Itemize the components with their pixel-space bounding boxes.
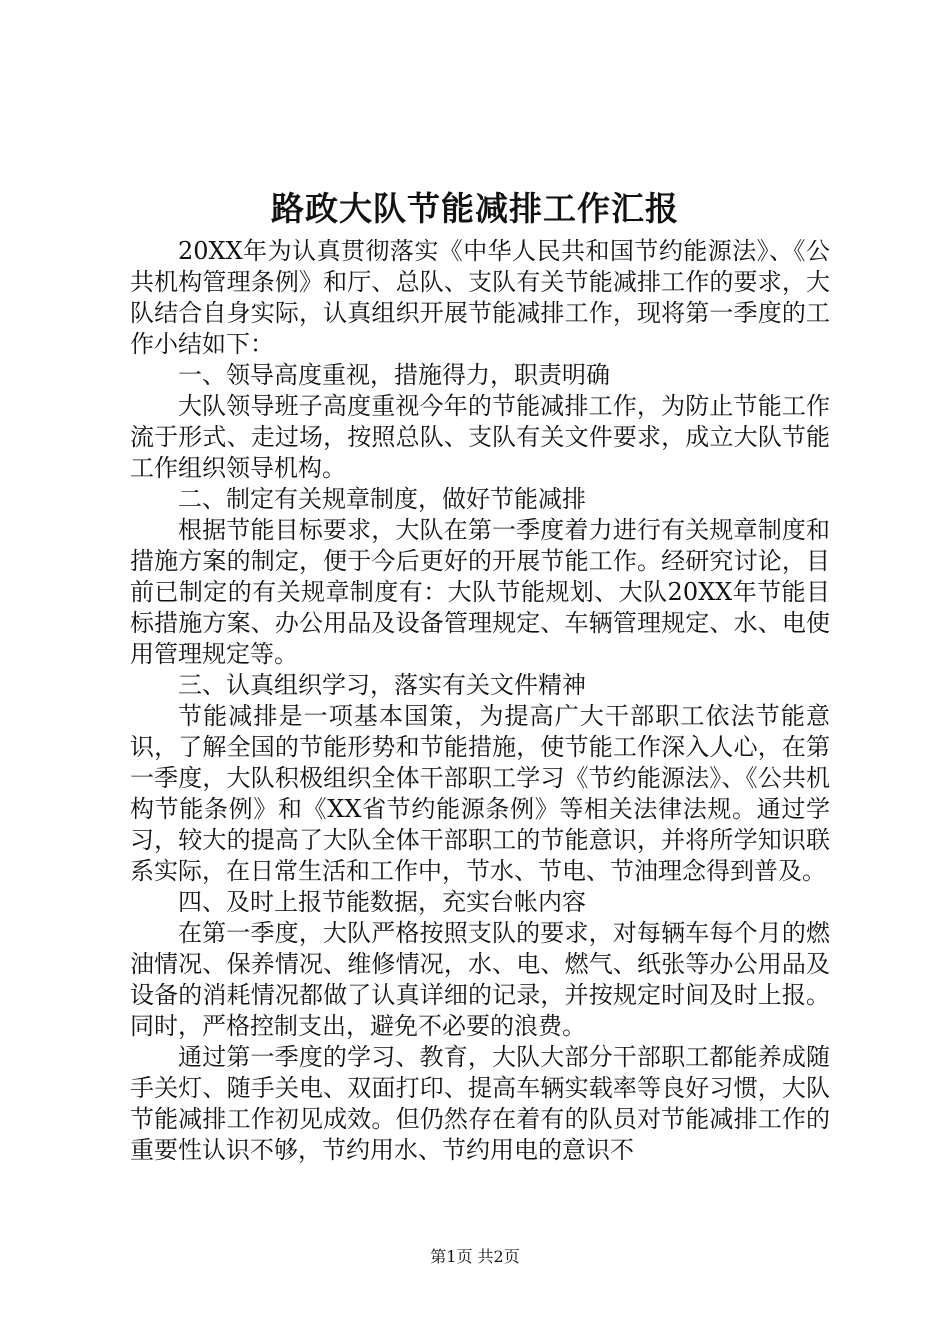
document-body <box>130 236 830 1166</box>
document-title: 路政大队节能减排工作汇报 <box>271 189 679 228</box>
section-heading-1: 一、领导高度重视，措施得力，职责明确 <box>178 361 610 389</box>
paragraph: 根据节能目标要求，大队在第一季度着力进行有关规章制度和措施方案的制定，便于今后更好的开展节能工作。经研究讨论，目前已制定的有关规章制度有：大队节能规划、大队20XX年节能目标措施方案、办公用品及设备管理规定、车辆管理规定、水、电使用管理规定等。 <box>130 516 830 668</box>
paragraph: 节能减排是一项基本国策，为提高广大干部职工依法节能意识，了解全国的节能形势和节能措施，使节能工作深入人心，在第一季度，大队积极组织全体干部职工学习《节约能源法》、《公共机构节能条例》和《XX省节约能源条例》等相关法律法规。通过学习，较大的提高了大队全体干部职工的节能意识，并将所学知识联系实际，在日常生活和工作中，节水、节电、节油理念得到普及。 <box>130 702 830 885</box>
paragraph-summary: 通过第一季度的学习、教育，大队大部分干部职工都能养成随手关灯、随手关电、双面打印、提高车辆实载率等良好习惯，大队节能减排工作初见成效。但仍然存在着有的队员对节能减排工作的重要性认识不够，节约用水、节约用电的意识不 <box>130 1043 830 1164</box>
paragraph: 在第一季度，大队严格按照支队的要求，对每辆车每个月的燃油情况、保养情况、维修情况，水、电、燃气、纸张等办公用品及设备的消耗情况都做了认真详细的记录，并按规定时间及时上报。同时，严格控制支出，避免不必要的浪费。 <box>130 919 830 1040</box>
page-number-footer: 第1页 共2页 <box>430 1247 520 1266</box>
section-heading-4: 四、及时上报节能数据，充实台帐内容 <box>178 888 586 916</box>
paragraph: 大队领导班子高度重视今年的节能减排工作，为防止节能工作流于形式、走过场，按照总队、支队有关文件要求，成立大队节能工作组织领导机构。 <box>130 392 830 482</box>
section-heading-3: 三、认真组织学习，落实有关文件精神 <box>178 671 586 699</box>
paragraph-intro: 20XX年为认真贯彻落实《中华人民共和国节约能源法》、《公共机构管理条例》和厅、总队、支队有关节能减排工作的要求，大队结合自身实际，认真组织开展节能减排工作，现将第一季度的工作小结如下： <box>130 237 830 358</box>
section-heading-2: 二、制定有关规章制度，做好节能减排 <box>178 485 586 513</box>
